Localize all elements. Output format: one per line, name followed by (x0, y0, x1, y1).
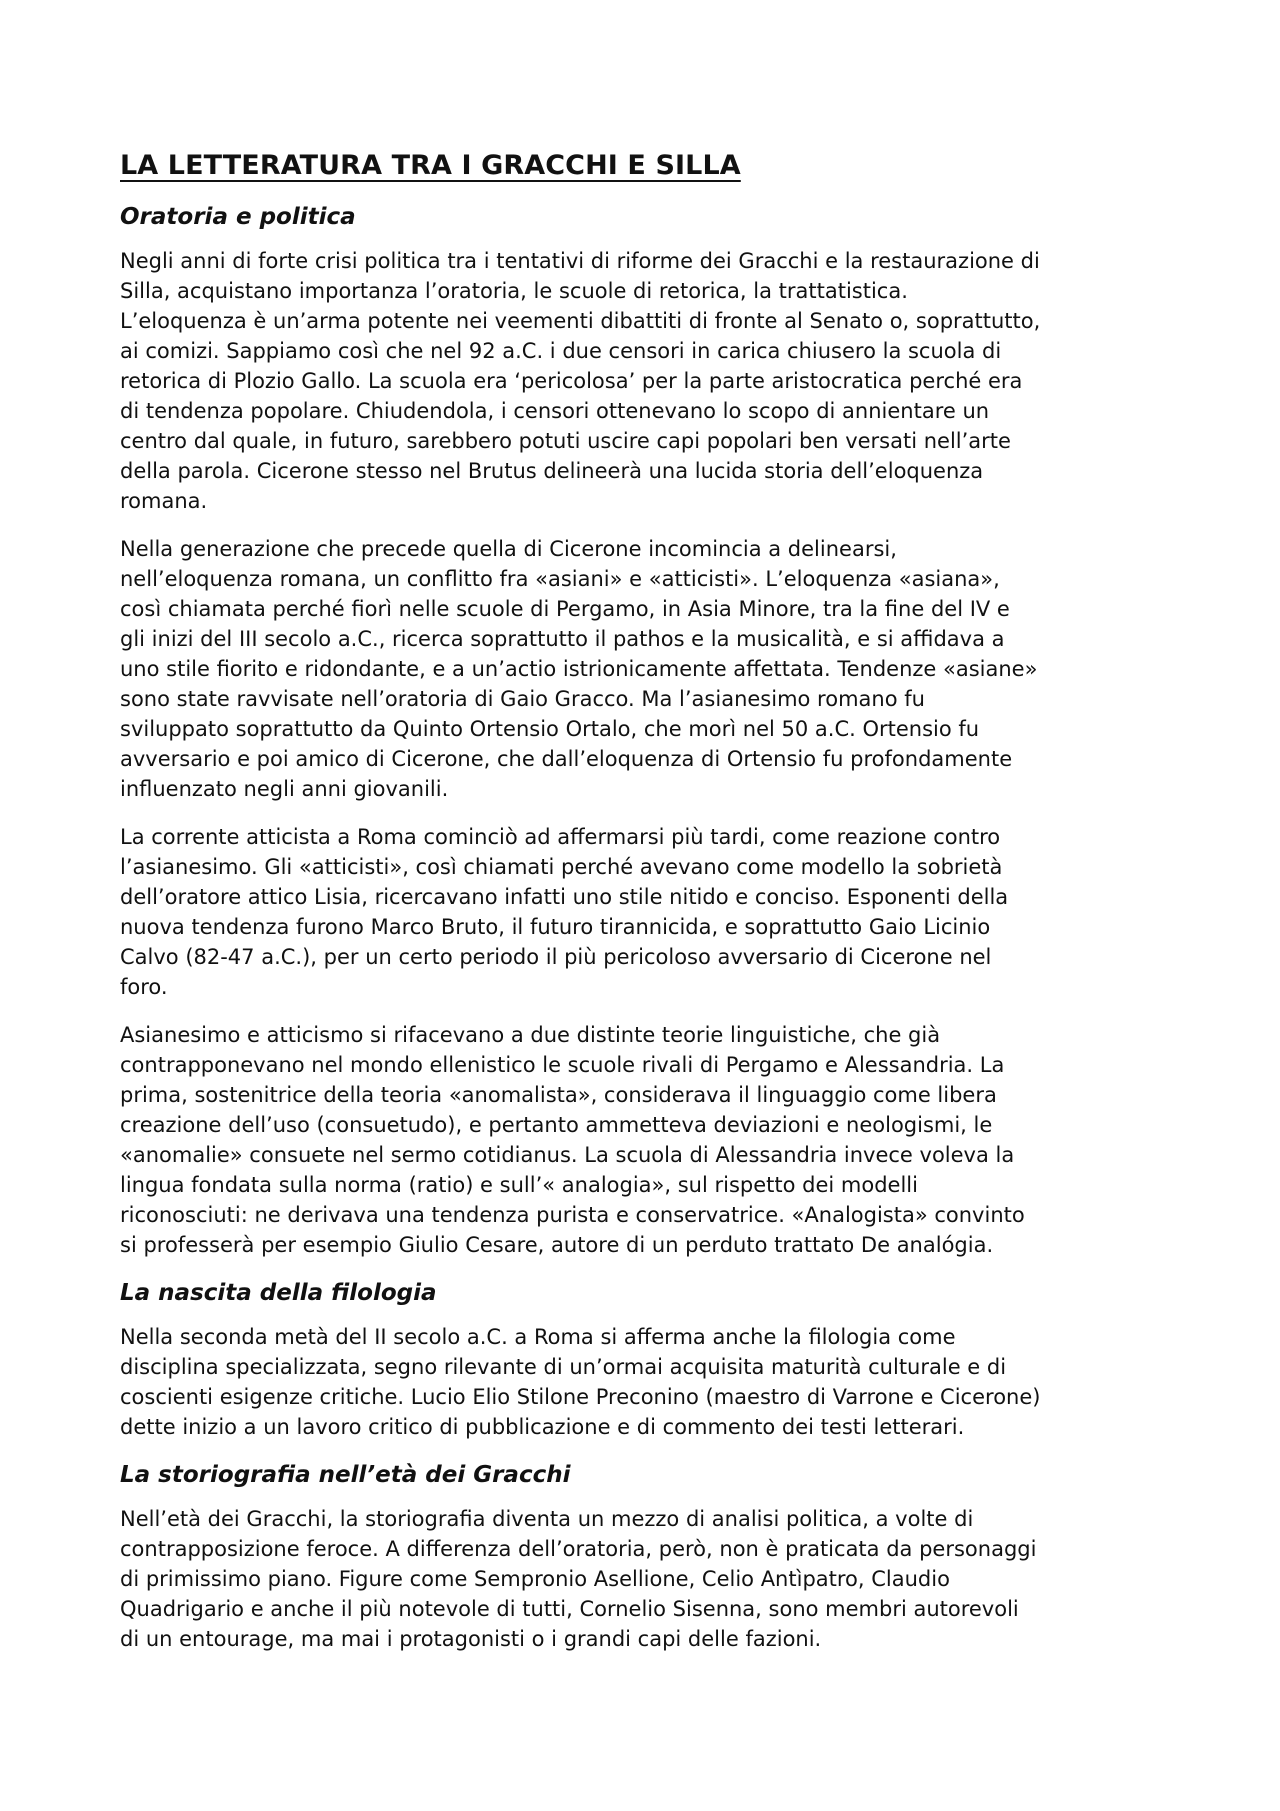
text-line: della parola. Cicerone stesso nel Brutus delineerà una lucida storia dell’eloquenza (120, 459, 984, 483)
paragraph (120, 822, 1170, 1002)
text-line: influenzato negli anni giovanili. (120, 777, 449, 801)
text-line: contrapposizione feroce. A differenza dell’oratoria, però, non è praticata da personaggi (120, 1537, 1037, 1561)
paragraph (120, 1504, 1170, 1654)
text-line: contrapponevano nel mondo ellenistico le scuole rivali di Pergamo e Alessandria. La (120, 1053, 1005, 1077)
section-heading: La storiografia nell’età dei Gracchi (120, 1462, 571, 1488)
text-line: La corrente atticista a Roma cominciò ad affermarsi più tardi, come reazione contro (120, 825, 1001, 849)
text-line: Nella generazione che precede quella di Cicerone incomincia a delinearsi, (120, 537, 897, 561)
text-line: gli inizi del III secolo a.C., ricerca soprattutto il pathos e la musicalità, e si affidava a (120, 627, 1005, 651)
text-line: nell’eloquenza romana, un conflitto fra «asiani» e «atticisti». L’eloquenza «asiana», (120, 567, 1000, 591)
text-line: retorica di Plozio Gallo. La scuola era ‘pericolosa’ per la parte aristocratica perché era (120, 369, 1023, 393)
text-line: Asianesimo e atticismo si rifacevano a due distinte teorie linguistiche, che già (120, 1023, 941, 1047)
text-line: l’asianesimo. Gli «atticisti», così chiamati perché avevano come modello la sobrietà (120, 855, 1003, 879)
section-storiografia (120, 1460, 1170, 1654)
section-heading: Oratoria e politica (120, 204, 356, 230)
text-line: Quadrigario e anche il più notevole di tutti, Cornelio Sisenna, sono membri autorevoli (120, 1597, 1019, 1621)
text-line: lingua fondata sulla norma (ratio) e sull’« analogia», sul rispetto dei modelli (120, 1173, 918, 1197)
section-oratoria (120, 202, 1170, 1260)
text-line: avversario e poi amico di Cicerone, che dall’eloquenza di Ortensio fu profondamente (120, 747, 1013, 771)
document-page (120, 148, 1170, 1672)
paragraph (120, 1020, 1170, 1260)
text-line: prima, sostenitrice della teoria «anomalista», considerava il linguaggio come libera (120, 1083, 997, 1107)
section-filologia (120, 1278, 1170, 1442)
text-line: disciplina specializzata, segno rilevante di un’ormai acquisita maturità culturale e di (120, 1355, 1007, 1379)
text-line: foro. (120, 975, 168, 999)
text-line: dette inizio a un lavoro critico di pubblicazione e di commento dei testi letterari. (120, 1415, 965, 1439)
text-line: nuova tendenza furono Marco Bruto, il futuro tirannicida, e soprattutto Gaio Licinio (120, 915, 991, 939)
section-heading: La nascita della filologia (120, 1280, 437, 1306)
text-line: Nella seconda metà del II secolo a.C. a Roma si afferma anche la filologia come (120, 1325, 956, 1349)
text-line: centro dal quale, in futuro, sarebbero potuti uscire capi popolari ben versati nell’arte (120, 429, 1011, 453)
text-line: Calvo (82-47 a.C.), per un certo periodo il più pericoloso avversario di Cicerone nel (120, 945, 992, 969)
text-line: dell’oratore attico Lisia, ricercavano infatti uno stile nitido e conciso. Esponenti della (120, 885, 1009, 909)
text-line: ai comizi. Sappiamo così che nel 92 a.C. i due censori in carica chiusero la scuola di (120, 339, 1002, 363)
text-line: così chiamata perché fiorì nelle scuole di Pergamo, in Asia Minore, tra la fine del IV e (120, 597, 1010, 621)
paragraph (120, 1322, 1170, 1442)
text-line: uno stile fiorito e ridondante, e a un’actio istrionicamente affettata. Tendenze «asiane» (120, 657, 1038, 681)
text-line: di primissimo piano. Figure come Sempronio Asellione, Celio Antìpatro, Claudio (120, 1567, 950, 1591)
text-line: «anomalie» consuete nel sermo cotidianus. La scuola di Alessandria invece voleva la (120, 1143, 1015, 1167)
text-line: romana. (120, 489, 208, 513)
text-line: creazione dell’uso (consuetudo), e pertanto ammetteva deviazioni e neologismi, le (120, 1113, 993, 1137)
text-line: riconosciuti: ne derivava una tendenza purista e conservatrice. «Analogista» convinto (120, 1203, 1025, 1227)
text-line: Silla, acquistano importanza l’oratoria, le scuole di retorica, la trattatistica. (120, 279, 908, 303)
text-line: Nell’età dei Gracchi, la storiografia diventa un mezzo di analisi politica, a volte di (120, 1507, 974, 1531)
text-line: Negli anni di forte crisi politica tra i tentativi di riforme dei Gracchi e la restaurazione di (120, 249, 1040, 273)
text-line: si professerà per esempio Giulio Cesare, autore di un perduto trattato De analógia. (120, 1233, 994, 1257)
text-line: di un entourage, ma mai i protagonisti o i grandi capi delle fazioni. (120, 1627, 822, 1651)
text-line: sono state ravvisate nell’oratoria di Gaio Gracco. Ma l’asianesimo romano fu (120, 687, 925, 711)
text-line: coscienti esigenze critiche. Lucio Elio Stilone Preconino (maestro di Varrone e Cicerone) (120, 1385, 1041, 1409)
text-line: sviluppato soprattutto da Quinto Ortensio Ortalo, che morì nel 50 a.C. Ortensio fu (120, 717, 980, 741)
paragraph (120, 534, 1170, 804)
text-line: di tendenza popolare. Chiudendola, i censori ottenevano lo scopo di annientare un (120, 399, 990, 423)
document-title: LA LETTERATURA TRA I GRACCHI E SILLA (120, 150, 741, 181)
text-line: L’eloquenza è un’arma potente nei veementi dibattiti di fronte al Senato o, soprattutto, (120, 309, 1041, 333)
paragraph (120, 246, 1170, 516)
